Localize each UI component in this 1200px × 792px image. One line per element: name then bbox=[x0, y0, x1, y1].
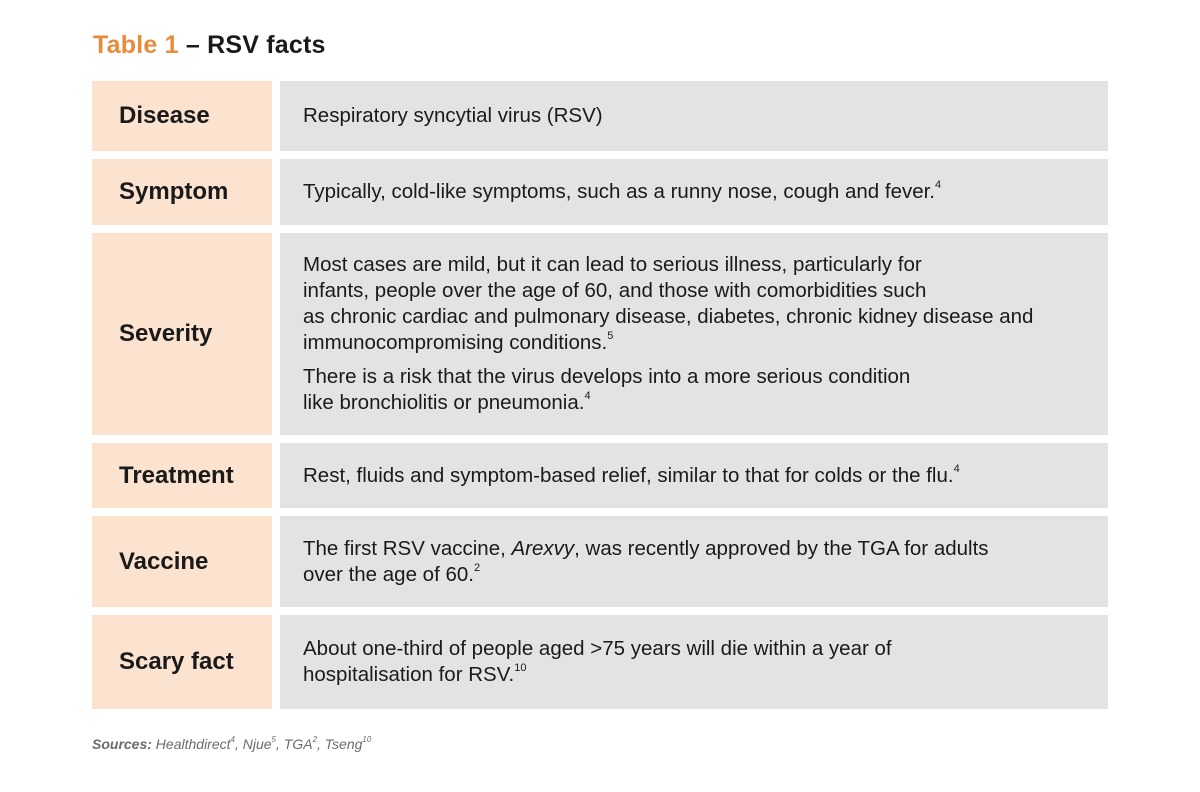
table-row-vaccine bbox=[92, 516, 1108, 607]
sources-note bbox=[92, 736, 371, 752]
footnote-ref: 4 bbox=[953, 462, 960, 475]
text-segment: , was recently approved by the TGA for adults bbox=[574, 536, 989, 560]
row-content-treatment bbox=[280, 443, 1108, 508]
sources-label: Sources: bbox=[92, 736, 152, 752]
table-title-text: – RSV facts bbox=[185, 31, 326, 59]
table-title bbox=[93, 31, 326, 60]
text-line: There is a risk that the virus develops into a more serious condition bbox=[303, 365, 911, 388]
row-content-vaccine bbox=[280, 516, 1108, 607]
vaccine-name: Arexvy bbox=[511, 536, 575, 560]
footnote-ref: 5 bbox=[607, 330, 614, 343]
source-item: Healthdirect bbox=[151, 736, 231, 752]
footnote-ref: 10 bbox=[362, 735, 372, 745]
treatment-text: Rest, fluids and symptom-based relief, similar to that for colds or the flu. bbox=[303, 463, 954, 487]
source-item: , Tseng bbox=[317, 736, 363, 752]
footnote-ref: 2 bbox=[473, 561, 481, 574]
row-content-severity bbox=[280, 233, 1108, 435]
table-row-disease bbox=[92, 81, 1108, 151]
footnote-ref: 5 bbox=[271, 735, 276, 745]
footnote-ref: 10 bbox=[514, 662, 527, 675]
row-content-scary-fact bbox=[280, 615, 1108, 709]
text-line: About one-third of people aged >75 years will die within a year of bbox=[303, 637, 892, 660]
table-number: Table 1 bbox=[93, 31, 179, 59]
text-line: over the age of 60. bbox=[303, 562, 474, 586]
row-label-vaccine: Vaccine bbox=[92, 516, 272, 607]
symptom-text: Typically, cold-like symptoms, such as a runny nose, cough and fever. bbox=[303, 180, 936, 203]
table-row-symptom bbox=[92, 159, 1108, 225]
rsv-facts-table bbox=[92, 81, 1108, 717]
severity-paragraph-2 bbox=[303, 364, 1084, 416]
text-line: as chronic cardiac and pulmonary disease, diabetes, chronic kidney disease and bbox=[303, 305, 1034, 328]
source-item: , Njue bbox=[234, 736, 272, 752]
row-label-disease: Disease bbox=[92, 81, 272, 151]
footnote-ref: 4 bbox=[935, 179, 942, 192]
table-row-scary-fact bbox=[92, 615, 1108, 709]
text-line: hospitalisation for RSV. bbox=[303, 663, 515, 686]
source-item: , TGA bbox=[276, 736, 313, 752]
row-label-symptom: Symptom bbox=[92, 159, 272, 225]
row-label-severity: Severity bbox=[92, 233, 272, 435]
footnote-ref: 4 bbox=[584, 390, 591, 403]
text-segment: The first RSV vaccine, bbox=[303, 536, 512, 560]
text-line: immunocompromising conditions. bbox=[303, 331, 608, 354]
row-content-symptom bbox=[280, 159, 1108, 225]
table-row-treatment bbox=[92, 443, 1108, 508]
severity-paragraph-1 bbox=[303, 252, 1084, 356]
row-content-disease bbox=[280, 81, 1108, 151]
footnote-ref: 2 bbox=[312, 735, 318, 745]
table-row-severity bbox=[92, 233, 1108, 435]
disease-text: Respiratory syncytial virus (RSV) bbox=[303, 104, 603, 127]
footnote-ref: 4 bbox=[230, 735, 235, 745]
row-label-treatment: Treatment bbox=[92, 443, 272, 508]
text-line: like bronchiolitis or pneumonia. bbox=[303, 391, 585, 414]
text-line: infants, people over the age of 60, and those with comorbidities such bbox=[303, 279, 927, 302]
row-label-scary-fact: Scary fact bbox=[92, 615, 272, 709]
text-line: Most cases are mild, but it can lead to serious illness, particularly for bbox=[303, 253, 922, 276]
